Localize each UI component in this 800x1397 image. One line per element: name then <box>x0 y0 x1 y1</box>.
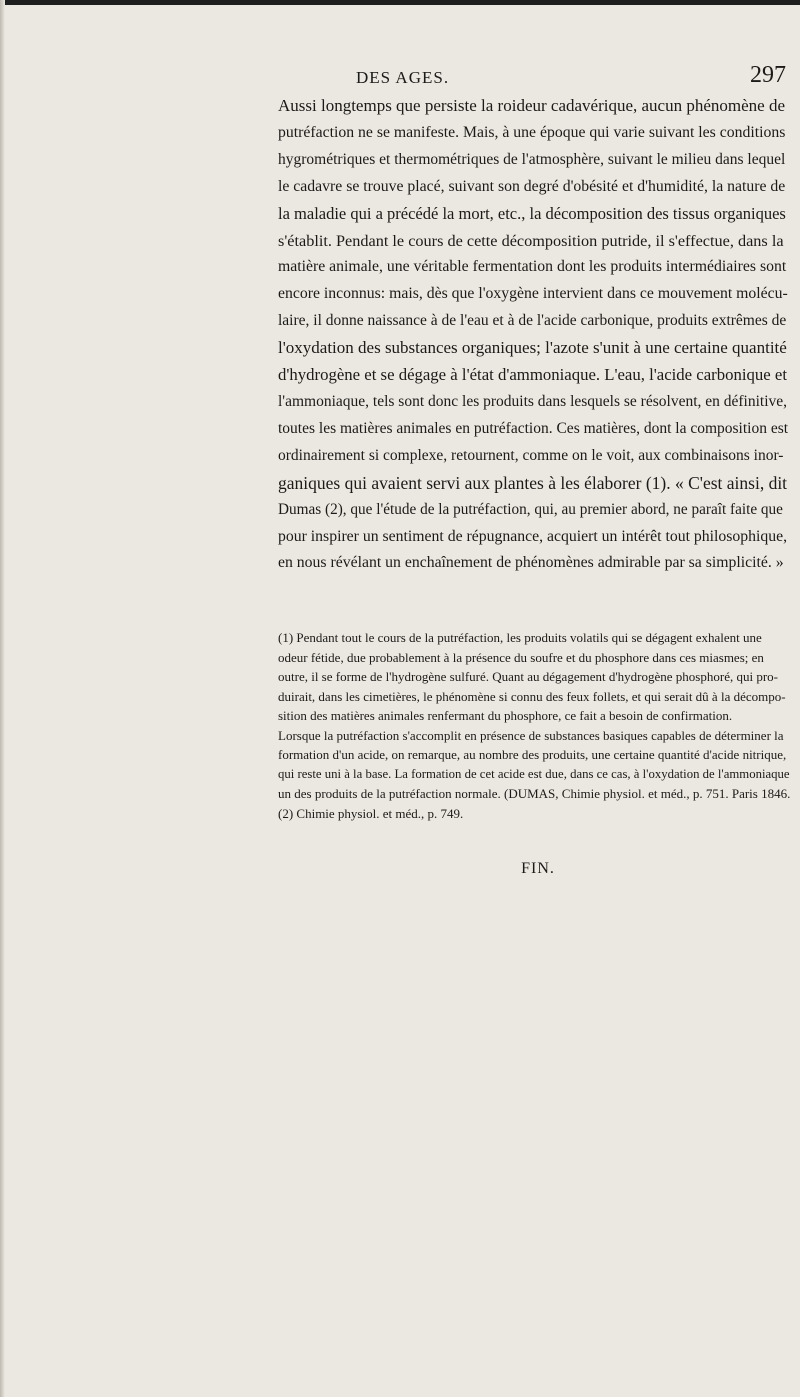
text-line: d'hydrogène et se dégage à l'état d'ammoniaque. L'eau, l'acide carbonique et <box>278 365 787 385</box>
text-line: putréfaction ne se manifeste. Mais, à une époque qui varie suivant les conditions <box>278 123 786 141</box>
page-number: 297 <box>750 62 786 88</box>
end-mark: FIN. <box>521 860 555 877</box>
footnote-line: formation d'un acide, on remarque, au nombre des produits, une certaine quantité d'acide nitrique, <box>278 747 787 762</box>
footnote-line: sition des matières animales renfermant du phosphore, ce fait a besoin de confirmation. <box>278 708 733 723</box>
page-header <box>20 62 790 92</box>
footnote-line: duirait, dans les cimetières, le phénomène si connu des feux follets, et qui serait dû à la décompo- <box>278 688 786 704</box>
footnote-line: (2) Chimie physiol. et méd., p. 749. <box>278 805 464 821</box>
text-line: encore inconnus: mais, dès que l'oxygène intervient dans ce mouvement molécu- <box>278 285 788 303</box>
running-title: DES AGES. <box>356 68 450 87</box>
footnote-line: outre, il se forme de l'hydrogène sulfuré. Quant au dégagement d'hydrogène phosphoré, qui pro- <box>278 669 778 684</box>
text-line: ordinairement si complexe, retournent, comme on le voit, aux combinaisons inor- <box>278 446 784 464</box>
footnote-line: un des produits de la putréfaction normale. (DUMAS, Chimie physiol. et méd., p. 751. Paris 1846. <box>278 786 791 801</box>
text-line: ganiques qui avaient servi aux plantes à les élaborer (1). « C'est ainsi, dit <box>278 472 788 493</box>
text-line: Aussi longtemps que persiste la roideur cadavérique, aucun phénomène de <box>278 96 786 115</box>
footnote-line: odeur fétide, due probablement à la présence du soufre et du phosphore dans ces miasmes; en <box>278 649 764 665</box>
book-page <box>20 0 790 1397</box>
text-line: la maladie qui a précédé la mort, etc., la décomposition des tissus organiques <box>278 203 786 223</box>
text-line: s'établit. Pendant le cours de cette décomposition putride, il s'effectue, dans la <box>278 231 784 250</box>
footnote-line: Lorsque la putréfaction s'accomplit en présence de substances basiques capables de déterminer la <box>278 727 784 743</box>
text-line: hygrométriques et thermométriques de l'atmosphère, suivant le milieu dans lequel <box>278 150 786 168</box>
text-line: en nous révélant un enchaînement de phénomènes admirable par sa simplicité. » <box>278 554 784 572</box>
text-line: le cadavre se trouve placé, suivant son degré d'obésité et d'humidité, la nature de <box>278 177 786 195</box>
text-line: l'oxydation des substances organiques; l'azote s'unit à une certaine quantité <box>278 338 787 358</box>
scan-gutter-shadow <box>0 0 5 1397</box>
footnote-line: (1) Pendant tout le cours de la putréfaction, les produits volatils qui se dégagent exhalent une <box>278 630 762 645</box>
text-line: laire, il donne naissance à de l'eau et à de l'acide carbonique, produits extrêmes de <box>278 312 787 330</box>
text-line: pour inspirer un sentiment de répugnance, acquiert un intérêt tout philosophique, <box>278 527 788 545</box>
main-paragraph <box>278 93 790 577</box>
text-line: l'ammoniaque, tels sont donc les produits dans lesquels se résolvent, en définitive, <box>278 392 788 410</box>
text-line: Dumas (2), que l'étude de la putréfaction, qui, au premier abord, ne paraît faite que <box>278 500 783 518</box>
footnote-line: qui reste uni à la base. La formation de cet acide est due, dans ce cas, à l'oxydation de l'ammoniaque <box>278 766 790 781</box>
text-line: matière animale, une véritable fermentation dont les produits intermédiaires sont <box>278 258 787 276</box>
text-line: toutes les matières animales en putréfaction. Ces matières, dont la composition est <box>278 419 789 437</box>
footnotes <box>278 628 790 823</box>
